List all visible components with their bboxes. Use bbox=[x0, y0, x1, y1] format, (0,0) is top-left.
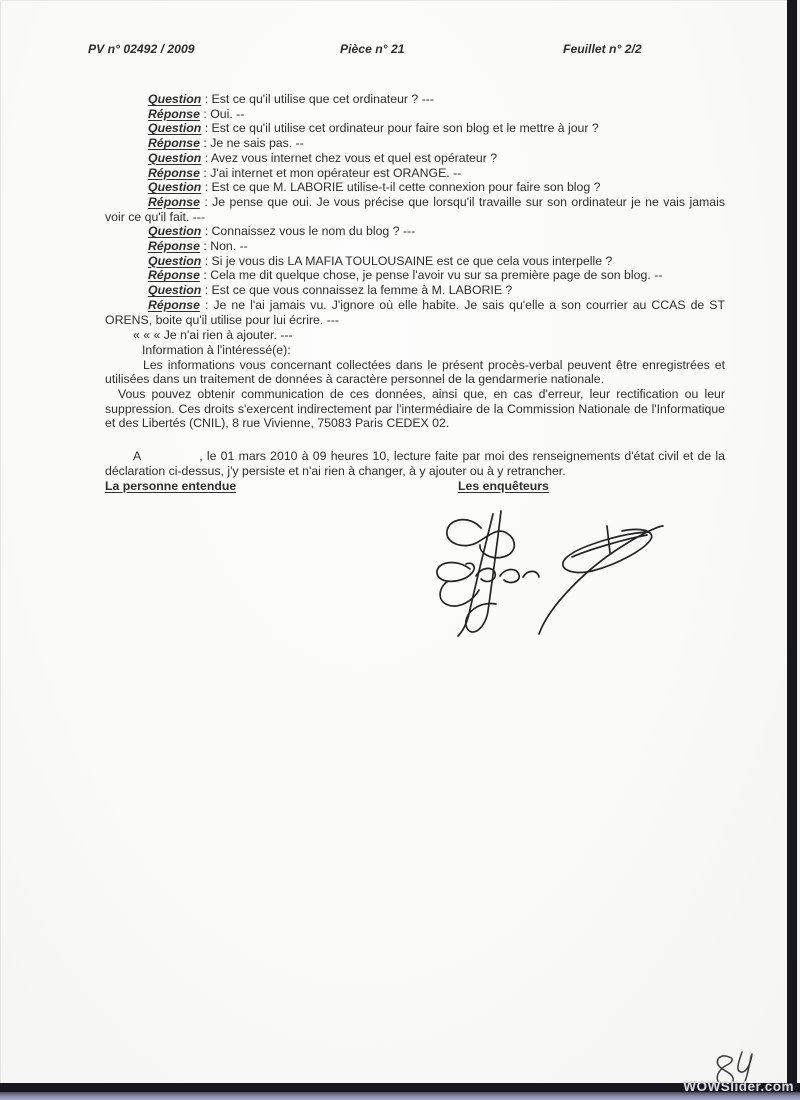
wowslider-watermark-link[interactable]: WOWSlider.com bbox=[683, 1079, 794, 1094]
qa-label: Réponse bbox=[148, 106, 200, 121]
pv-number: PV n° 02492 / 2009 bbox=[88, 42, 195, 56]
qa-text: J'ai internet et mon opérateur est ORANGE. -- bbox=[210, 165, 462, 180]
qa-line bbox=[105, 107, 725, 122]
qa-label: Question bbox=[148, 283, 202, 298]
frame-edge-left bbox=[0, 0, 1, 1100]
qa-label: Réponse bbox=[148, 297, 200, 312]
frame-edge-right bbox=[787, 0, 797, 1092]
place-prefix: A bbox=[133, 449, 142, 464]
qa-label: Question bbox=[148, 121, 202, 136]
signature-investigator-1 bbox=[437, 511, 539, 636]
feuillet-number: Feuillet n° 2/2 bbox=[563, 42, 642, 56]
qa-text: Je ne l'ai jamais vu. J'ignore où elle habite. Je sais qu'elle a son courrier au CCAS de ST ORENS, boite qu'il utilise pour lui écrire. --- bbox=[105, 297, 725, 327]
qa-text: Est ce que M. LABORIE utilise-t-il cette connexion pour faire son blog ? bbox=[211, 180, 601, 195]
qa-label: Réponse bbox=[148, 165, 200, 180]
interviewee-signature-label: La personne entendue bbox=[105, 478, 237, 493]
qa-line bbox=[105, 283, 725, 298]
qa-line bbox=[105, 121, 725, 136]
qa-line bbox=[105, 224, 725, 239]
qa-separator: : bbox=[199, 194, 213, 209]
qa-line bbox=[105, 254, 725, 269]
qa-separator: : bbox=[201, 121, 212, 136]
info-heading: Information à l'intéressé(e): bbox=[142, 342, 291, 357]
qa-line bbox=[105, 166, 725, 181]
qa-text: Non. -- bbox=[210, 239, 248, 254]
qa-label: Question bbox=[148, 180, 202, 195]
closing-text: , le 01 mars 2010 à 09 heures 10, lecture faite par moi des renseignements d'état civil et de la déclaration ci-dessus, j'y persiste et n'ai rien à changer, à y ajouter ou à y retrancher. bbox=[105, 449, 725, 478]
document-body bbox=[105, 92, 725, 495]
qa-separator: : bbox=[199, 268, 211, 283]
qa-line bbox=[105, 298, 725, 327]
no-addition-statement: « « « Je n'ai rien à ajouter. --- bbox=[133, 328, 293, 343]
frame-edge-bottom-outer bbox=[0, 1092, 800, 1100]
qa-separator: : bbox=[199, 136, 211, 151]
qa-label: Réponse bbox=[148, 136, 200, 151]
qa-label: Réponse bbox=[148, 194, 200, 209]
qa-line bbox=[105, 180, 725, 195]
qa-separator: : bbox=[201, 253, 212, 268]
signature-investigator-2 bbox=[539, 526, 663, 634]
qa-label: Question bbox=[148, 253, 202, 268]
qa-line bbox=[105, 151, 725, 166]
frame-edge-bottom bbox=[0, 1083, 800, 1092]
cnil-paragraph-1: Les informations vous concernant collectées dans le présent procès-verbal peuvent être enregistrées et utilisées dans un traitement de données à caractère personnel de la gendarmerie nationale. bbox=[105, 357, 725, 387]
qa-label: Réponse bbox=[148, 239, 200, 254]
qa-text: Est ce qu'il utilise cet ordinateur pour faire son blog et le mettre à jour ? bbox=[211, 121, 599, 136]
qa-separator: : bbox=[199, 297, 214, 312]
investigators-signature-label: Les enquêteurs bbox=[458, 478, 549, 493]
qa-separator: : bbox=[201, 180, 212, 195]
qa-label: Question bbox=[148, 224, 202, 239]
qa-separator: : bbox=[199, 165, 211, 180]
qa-text: Je pense que oui. Je vous précise que lorsqu'il travaille sur son ordinateur je ne vais jamais voir ce qu'il fait. --- bbox=[105, 194, 725, 224]
qa-text: Avez vous internet chez vous et quel est opérateur ? bbox=[210, 150, 498, 165]
piece-number: Pièce n° 21 bbox=[340, 42, 405, 56]
qa-separator: : bbox=[201, 283, 212, 298]
qa-separator: : bbox=[199, 239, 211, 254]
qa-text: Connaissez vous le nom du blog ? --- bbox=[211, 224, 416, 239]
qa-text: Si je vous dis LA MAFIA TOULOUSAINE est ce que cela vous interpelle ? bbox=[211, 253, 613, 268]
qa-separator: : bbox=[201, 92, 212, 106]
closing-statement bbox=[105, 449, 725, 478]
frame-edge-top bbox=[0, 0, 800, 1]
signature-labels-row bbox=[105, 479, 725, 495]
qa-label: Question bbox=[148, 92, 202, 106]
qa-separator: : bbox=[201, 224, 212, 239]
qa-text: Je ne sais pas. -- bbox=[210, 136, 304, 151]
qa-line bbox=[105, 136, 725, 151]
qa-text: Oui. -- bbox=[210, 106, 245, 121]
qa-text: Cela me dit quelque chose, je pense l'avoir vu sur sa première page de son blog. -- bbox=[210, 268, 663, 283]
qa-text: Est ce que vous connaissez la femme à M. LABORIE ? bbox=[211, 283, 513, 298]
qa-line bbox=[105, 195, 725, 224]
qa-text: Est ce qu'il utilise que cet ordinateur ? --- bbox=[211, 92, 434, 106]
qa-line bbox=[105, 92, 725, 107]
cnil-paragraph-2: Vous pouvez obtenir communication de ces données, ainsi que, en cas d'erreur, leur rectification ou leur suppression. Ces droits s'exercent indirectement par l'intermédiaire de la Commission Nationale de l'Informatique et des Libertés (CNIL), 8 rue Vivienne, 75083 Paris CEDEX 02. bbox=[105, 387, 725, 431]
qa-line bbox=[105, 268, 725, 283]
qa-line bbox=[105, 239, 725, 254]
qa-label: Question bbox=[148, 150, 202, 165]
qa-separator: : bbox=[201, 150, 211, 165]
qa-separator: : bbox=[199, 106, 211, 121]
qa-label: Réponse bbox=[148, 268, 200, 283]
